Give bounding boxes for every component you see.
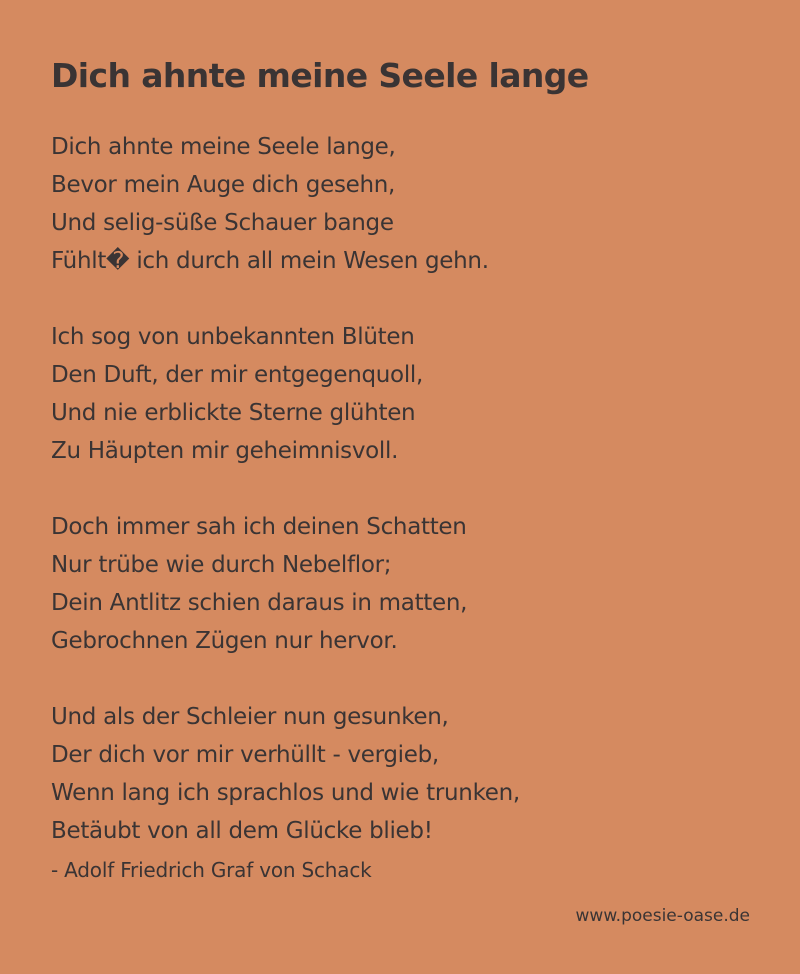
poem-card (51, 0, 771, 974)
stanza-1 (51, 128, 771, 280)
stanza-3 (51, 508, 771, 660)
poem-line: Und nie erblickte Sterne glühten (51, 400, 416, 426)
poem-line: Wenn lang ich sprachlos und wie trunken, (51, 780, 520, 806)
poem-line: Zu Häupten mir geheimnisvoll. (51, 438, 399, 464)
poem-line: Ich sog von unbekannten Blüten (51, 324, 415, 350)
poem-line: Und als der Schleier nun gesunken, (51, 704, 449, 730)
poem-line: Der dich vor mir verhüllt - vergieb, (51, 742, 439, 768)
poem-line: Betäubt von all dem Glücke blieb! (51, 818, 433, 844)
poem-line: Dich ahnte meine Seele lange, (51, 134, 396, 160)
poem-line: Doch immer sah ich deinen Schatten (51, 514, 467, 540)
poem-line: Nur trübe wie durch Nebelflor; (51, 552, 392, 578)
stanza-4 (51, 698, 771, 850)
poem-line: Und selig-süße Schauer bange (51, 210, 394, 236)
website-link[interactable]: www.poesie-oase.de (575, 906, 750, 926)
stanza-2 (51, 318, 771, 470)
poem-line: Gebrochnen Zügen nur hervor. (51, 628, 398, 654)
poem-line: Fühlt� ich durch all mein Wesen gehn. (51, 248, 489, 274)
poem-body (51, 128, 771, 888)
poem-title: Dich ahnte meine Seele lange (51, 56, 589, 95)
poem-line: Den Duft, der mir entgegenquoll, (51, 362, 424, 388)
poem-line: Bevor mein Auge dich gesehn, (51, 172, 396, 198)
poem-line: Dein Antlitz schien daraus in matten, (51, 590, 468, 616)
poem-author: - Adolf Friedrich Graf von Schack (51, 858, 372, 882)
